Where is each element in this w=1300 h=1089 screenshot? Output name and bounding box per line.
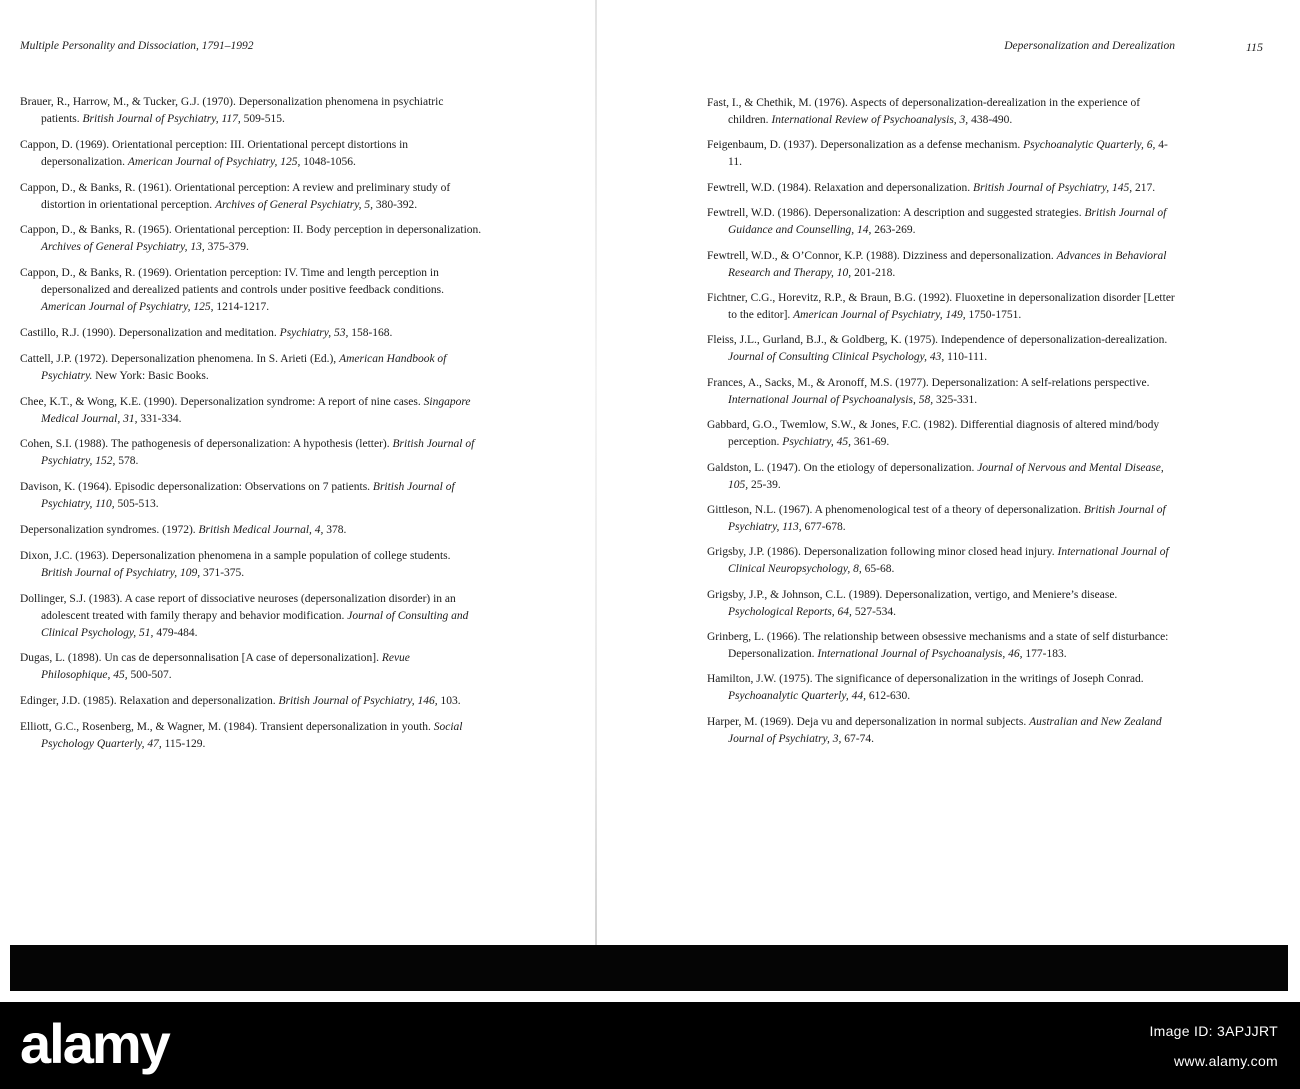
scan-edge-band <box>10 945 1288 991</box>
reference-text: 177-183. <box>1022 648 1067 661</box>
reference-source: Journal of Nervous and Mental Disease, 105, <box>728 461 1164 491</box>
reference-source: International Journal of Clinical Neuropsychology, 8, <box>728 546 1169 576</box>
reference-entry <box>707 587 1177 621</box>
reference-source: British Journal of Psychiatry, 117, <box>82 113 241 125</box>
reference-text: Fewtrell, W.D. (1984). Relaxation and depersonalization. <box>707 181 974 194</box>
reference-text: Grigsby, J.P., & Johnson, C.L. (1989). Depersonalization, vertigo, and Meniere’s disease. <box>707 588 1118 601</box>
reference-text: Gittleson, N.L. (1967). A phenomenological test of a theory of depersonalization. <box>707 503 1084 516</box>
reference-text: Cappon, D., & Banks, R. (1961). Orientational perception: A review and preliminary study of distortion in orientational perception. <box>20 181 451 211</box>
reference-source: British Journal of Psychiatry, 152, <box>41 438 475 468</box>
book-gutter <box>595 0 597 945</box>
reference-entry <box>707 629 1177 663</box>
reference-entry <box>707 248 1177 282</box>
reference-entry <box>20 351 482 385</box>
reference-entry <box>707 544 1177 578</box>
reference-text: Elliott, G.C., Rosenberg, M., & Wagner, M. (1984). Transient depersonalization in youth. <box>20 720 434 733</box>
reference-entry <box>20 394 482 428</box>
reference-text: 115-129. <box>161 737 206 750</box>
reference-source: Singapore Medical Journal, 31, <box>41 395 471 425</box>
reference-source: British Journal of Psychiatry, 145, <box>973 181 1133 194</box>
reference-entry <box>20 719 482 753</box>
reference-text: 201-218. <box>851 266 896 279</box>
reference-text: Grinberg, L. (1966). The relationship between obsessive mechanisms and a state of self disturbance: Depersonalization. <box>707 631 1169 661</box>
reference-text: 378. <box>323 523 347 536</box>
reference-text: 612-630. <box>865 690 911 703</box>
reference-text: Fewtrell, W.D., & O’Connor, K.P. (1988). Dizziness and depersonalization. <box>707 249 1057 262</box>
reference-entry <box>20 436 482 470</box>
reference-text: 103. <box>437 695 461 708</box>
reference-text: Cappon, D. (1969). Orientational perception: III. Orientational percept distortions in depersonalization. <box>20 138 409 168</box>
reference-text: 263-269. <box>871 224 916 237</box>
reference-source: Advances in Behavioral Research and Therapy, 10, <box>728 249 1167 279</box>
right-reference-list <box>707 95 1177 756</box>
reference-text: 578. <box>115 455 139 468</box>
reference-entry <box>707 375 1177 409</box>
reference-source: American Journal of Psychiatry, 125, <box>127 155 301 168</box>
reference-entry <box>707 671 1177 705</box>
reference-text: 380-392. <box>373 198 418 211</box>
brand-logo: alamy <box>20 1012 169 1075</box>
reference-entry <box>20 693 482 710</box>
reference-text: 325-331. <box>933 393 978 406</box>
reference-entry <box>707 502 1177 536</box>
reference-text: 1214-1217. <box>213 301 270 314</box>
reference-entry <box>20 180 482 214</box>
reference-source: Social Psychology Quarterly, 47, <box>41 720 463 750</box>
reference-text: Dixon, J.C. (1963). Depersonalization phenomena in a sample population of college students. <box>20 549 451 562</box>
reference-entry <box>20 479 482 513</box>
reference-text: New York: Basic Books. <box>92 369 209 382</box>
reference-source: Psychiatry, 53, <box>279 326 349 339</box>
reference-text: 361-69. <box>850 436 890 449</box>
reference-entry <box>20 522 482 539</box>
reference-entry <box>707 95 1177 129</box>
reference-text: 509-515. <box>240 113 285 125</box>
reference-source: British Journal of Guidance and Counselling, 14, <box>728 207 1167 237</box>
reference-text: 438-490. <box>968 114 1013 126</box>
reference-text: Castillo, R.J. (1990). Depersonalization and meditation. <box>20 326 280 339</box>
reference-text: Depersonalization syndromes. (1972). <box>20 523 199 536</box>
reference-text: 1048-1056. <box>300 155 356 168</box>
reference-text: Edinger, J.D. (1985). Relaxation and depersonalization. <box>20 695 279 708</box>
reference-entry <box>20 325 482 342</box>
reference-text: Frances, A., Sacks, M., & Aronoff, M.S. (1977). Depersonalization: A self-relations perspective. <box>707 376 1150 389</box>
reference-source: British Journal of Psychiatry, 146, <box>278 695 438 708</box>
reference-text: Feigenbaum, D. (1937). Depersonalization as a defense mechanism. <box>707 139 1024 152</box>
reference-text: Fast, I., & Chethik, M. (1976). Aspects of depersonalization-derealization in the experience of children. <box>707 97 1141 126</box>
reference-text: 110-111. <box>944 351 988 364</box>
reference-text: 1750-1751. <box>965 308 1022 321</box>
reference-text: Cappon, D., & Banks, R. (1965). Orientational perception: II. Body perception in depersonalization. <box>20 224 482 237</box>
reference-source: American Journal of Psychiatry, 149, <box>793 308 966 321</box>
reference-text: 505-513. <box>114 498 159 511</box>
reference-text: 527-534. <box>851 605 897 618</box>
reference-source: Psychological Reports, 64, <box>728 605 852 618</box>
reference-text: 331-334. <box>137 412 182 425</box>
reference-text: Fichtner, C.G., Horevitz, R.P., & Braun, B.G. (1992). Fluoxetine in depersonalization disorder [Letter to the editor]. <box>707 291 1175 321</box>
page-number: 115 <box>1245 40 1263 54</box>
reference-entry <box>707 205 1177 239</box>
reference-text: Chee, K.T., & Wong, K.E. (1990). Depersonalization syndrome: A report of nine cases. <box>20 395 424 408</box>
reference-source: Archives of General Psychiatry, 5, <box>215 198 374 211</box>
reference-text: 67-74. <box>841 732 874 745</box>
reference-text: Davison, K. (1964). Episodic depersonalization: Observations on 7 patients. <box>20 481 373 494</box>
reference-entry <box>20 265 482 316</box>
reference-entry <box>20 591 482 642</box>
left-running-head: Multiple Personality and Dissociation, 1791–1992 <box>20 40 254 52</box>
reference-text: 677-678. <box>801 520 846 533</box>
reference-text: 479-484. <box>153 626 198 639</box>
reference-source: Australian and New Zealand Journal of Psychiatry, 3, <box>728 715 1162 745</box>
reference-text: Harper, M. (1969). Deja vu and depersonalization in normal subjects. <box>707 715 1030 728</box>
reference-source: Revue Philosophique, 45, <box>41 652 410 682</box>
reference-source: Psychoanalytic Quarterly, 6, <box>1023 139 1156 152</box>
left-reference-list <box>20 94 482 762</box>
reference-source: American Handbook of Psychiatry. <box>41 352 447 382</box>
reference-text: 25-39. <box>748 478 781 491</box>
reference-text: Brauer, R., Harrow, M., & Tucker, G.J. (1970). Depersonalization phenomena in psychiatric patients. <box>20 96 444 125</box>
right-running-head: Depersonalization and Derealization <box>1004 40 1175 52</box>
reference-source: American Journal of Psychiatry, 125, <box>41 301 214 314</box>
reference-entry <box>20 94 482 128</box>
reference-entry <box>707 180 1177 197</box>
reference-text: Cappon, D., & Banks, R. (1969). Orientation perception: IV. Time and length perception in depersonalized and derealized patients and controls under positive feedback conditions. <box>20 267 444 297</box>
reference-text: 65-68. <box>861 563 895 576</box>
reference-source: Psychoanalytic Quarterly, 44, <box>728 690 866 703</box>
reference-source: British Journal of Psychiatry, 113, <box>728 503 1166 533</box>
reference-entry <box>707 460 1177 494</box>
reference-source: Psychiatry, 45, <box>782 436 851 449</box>
reference-text: 217. <box>1132 181 1156 194</box>
reference-text: Fleiss, J.L., Gurland, B.J., & Goldberg, K. (1975). Independence of depersonalization-derealization. <box>707 334 1168 347</box>
reference-entry <box>707 137 1177 171</box>
reference-source: Journal of Consulting Clinical Psychology, 43, <box>728 351 945 364</box>
site-url: www.alamy.com <box>1174 1053 1278 1069</box>
reference-source: Archives of General Psychiatry, 13, <box>41 241 205 254</box>
reference-source: British Medical Journal, 4, <box>198 523 324 536</box>
reference-entry <box>707 290 1177 324</box>
reference-entry <box>707 332 1177 366</box>
reference-entry <box>20 650 482 684</box>
reference-text: 371-375. <box>200 566 245 579</box>
reference-entry <box>20 548 482 582</box>
reference-entry <box>20 222 482 256</box>
reference-source: British Journal of Psychiatry, 109, <box>41 566 201 579</box>
reference-text: Gabbard, G.O., Twemlow, S.W., & Jones, F.C. (1982). Differential diagnosis of altered mind/body perception. <box>707 419 1160 449</box>
reference-text: Fewtrell, W.D. (1986). Depersonalization: A description and suggested strategies. <box>707 207 1085 220</box>
reference-text: Galdston, L. (1947). On the etiology of depersonalization. <box>707 461 978 474</box>
reference-source: Journal of Consulting and Clinical Psychology, 51, <box>41 609 469 639</box>
reference-source: International Review of Psychoanalysis, 3, <box>771 114 969 126</box>
reference-text: Dugas, L. (1898). Un cas de depersonnalisation [A case of depersonalization]. <box>20 652 382 665</box>
reference-entry <box>707 714 1177 748</box>
reference-text: Hamilton, J.W. (1975). The significance of depersonalization in the writings of Joseph Conrad. <box>707 673 1144 686</box>
reference-text: 4-11. <box>728 139 1168 169</box>
reference-text: 375-379. <box>204 241 249 254</box>
reference-text: 500-507. <box>127 669 172 682</box>
reference-text: Cattell, J.P. (1972). Depersonalization phenomena. In S. Arieti (Ed.), <box>20 352 340 365</box>
reference-text: Grigsby, J.P. (1986). Depersonalization following minor closed head injury. <box>707 546 1058 559</box>
reference-source: International Journal of Psychoanalysis, 58, <box>728 393 934 406</box>
watermark-bar <box>0 1002 1300 1089</box>
reference-entry <box>20 137 482 171</box>
reference-text: Dollinger, S.J. (1983). A case report of dissociative neuroses (depersonalization disorder) in an adolescent treated with family therapy and behavior modification. <box>20 592 456 622</box>
reference-source: International Journal of Psychoanalysis, 46, <box>817 648 1023 661</box>
reference-entry <box>707 417 1177 451</box>
image-id-label: Image ID: 3APJJRT <box>1149 1023 1278 1039</box>
reference-text: Cohen, S.I. (1988). The pathogenesis of depersonalization: A hypothesis (letter). <box>20 438 393 451</box>
reference-source: British Journal of Psychiatry, 110, <box>41 481 455 511</box>
reference-text: 158-168. <box>348 326 393 339</box>
